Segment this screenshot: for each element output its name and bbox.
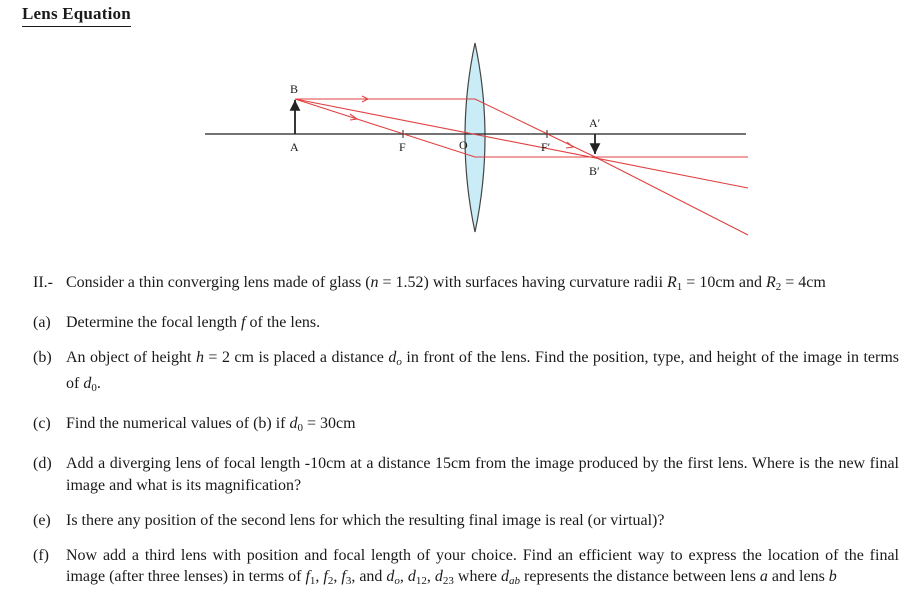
focal-ray bbox=[295, 99, 748, 157]
label-F-prime: F′ bbox=[541, 140, 551, 154]
question-label: (f) bbox=[33, 546, 49, 564]
question-text: An object of height h = 2 cm is placed a distance do in front of the lens. Find the position, type, and height of the image in terms of $d_0$. bbox=[66, 348, 900, 394]
question-text: Determine the focal length f of the lens. bbox=[66, 313, 321, 331]
question-a bbox=[33, 312, 899, 334]
problem-intro bbox=[33, 272, 899, 299]
question-e bbox=[33, 510, 899, 532]
question-label: (a) bbox=[33, 313, 51, 331]
question-label: (c) bbox=[33, 415, 51, 432]
question-label: (e) bbox=[33, 511, 51, 529]
label-B-prime: B′ bbox=[589, 164, 600, 178]
question-c bbox=[33, 413, 899, 440]
question-f bbox=[33, 545, 899, 593]
question-text: Is there any position of the second lens for which the resulting final image is real (or virtual)? bbox=[66, 511, 665, 529]
page-title: Lens Equation bbox=[22, 4, 131, 27]
question-b bbox=[33, 347, 899, 400]
light-rays bbox=[295, 96, 748, 235]
converging-lens bbox=[465, 43, 485, 232]
question-d bbox=[33, 453, 899, 496]
question-label: (b) bbox=[33, 348, 52, 366]
question-text: Add a diverging lens of focal length -10cm at a distance 15cm from the image produced by the first lens. Where is the new final image and what is its magnification? bbox=[66, 455, 899, 494]
problem-number: II.- bbox=[33, 274, 53, 291]
label-O: O bbox=[459, 138, 468, 152]
question-label: (d) bbox=[33, 455, 52, 472]
label-A-prime: A′ bbox=[589, 116, 601, 130]
problem-intro-text: Consider a thin converging lens made of glass (n = 1.52) with surfaces having curvature radii $R_1 = 10cm$ and $R_2 = 4cm$ bbox=[66, 274, 826, 293]
label-B: B bbox=[290, 82, 299, 96]
parallel-ray bbox=[295, 99, 748, 235]
lens-ray-diagram bbox=[0, 0, 913, 260]
label-A: A bbox=[290, 140, 299, 154]
label-F: F bbox=[399, 140, 406, 154]
question-text: Find the numerical values of (b) if $d_0 = 30cm$ bbox=[66, 415, 356, 434]
question-text: Now add a third lens with position and focal length of your choice. Find an efficient way to express the location of the final image (after three lenses) in terms of $f_1$, $f_2$, $f_3$, and do, $d_{12}$, $d_{23}$ where dab represents the distance between lens a and lens b bbox=[66, 546, 899, 587]
problem-statement bbox=[33, 272, 899, 606]
central-ray bbox=[295, 99, 748, 188]
